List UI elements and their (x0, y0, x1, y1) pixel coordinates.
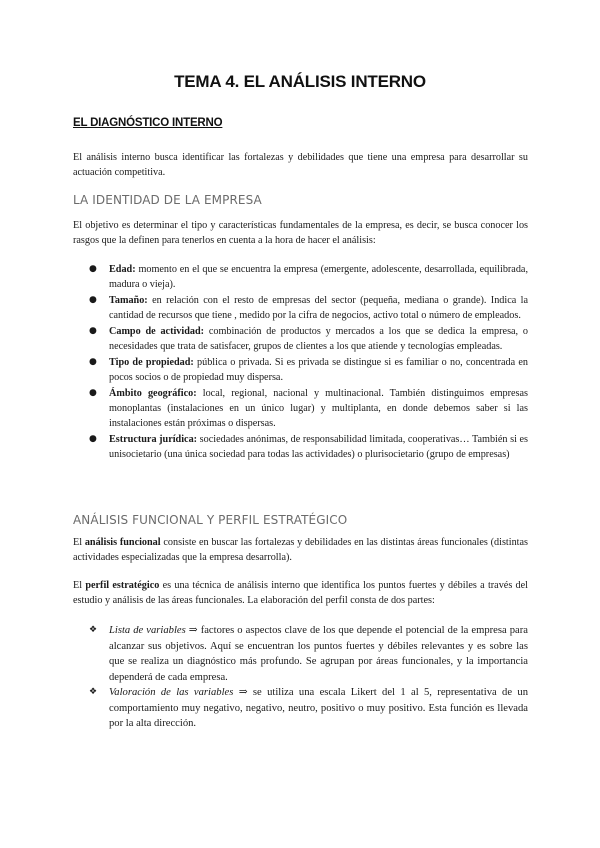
list-item-term: Tipo de propiedad: (109, 357, 194, 368)
page-title: TEMA 4. EL ANÁLISIS INTERNO (174, 72, 426, 91)
list-item-term: Ámbito geográfico: (109, 388, 197, 399)
bullet-icon: ● (89, 434, 97, 444)
list-item-text: local, regional, nacional y multinacional. También distinguimos empresas monoplantas (instalaciones en un único lugar) y multiplanta, en donde debemos saber si las instalaciones están próximas o dispersas. (109, 388, 529, 429)
text-span: consiste en buscar las fortalezas y debilidades en las distintas áreas funcionales (distintas actividades especializadas que la empresa desarrolla). (73, 537, 528, 563)
list-item-term: Tamaño: (109, 295, 148, 306)
list-item-text: en relación con el resto de empresas del sector (pequeña, mediana o grande). Indica la cantidad de recursos que tiene , medido por la cifra de negocios, activo total o número de empleados. (109, 295, 528, 321)
list-item-text: pública o privada. Si es privada se distingue si es familiar o no, concentrada en pocos socios o de propiedad muy dispersa. (109, 357, 529, 383)
list-item-term: Lista de variables ⇒ (109, 625, 198, 636)
list-item-term: Estructura jurídica: (109, 434, 198, 445)
section-heading-diagnostico: EL DIAGNÓSTICO INTERNO (73, 117, 223, 129)
section-heading-identidad: LA IDENTIDAD DE LA EMPRESA (73, 193, 262, 207)
paragraph-identidad-intro: El objetivo es determinar el tipo y características fundamentales de la empresa, es decir, se busca conocer los rasgos que la definen para tenerlos en cuenta a la hora de hacer el análisis: (73, 220, 528, 246)
paragraph-analisis-funcional (73, 535, 528, 565)
perfil-list (73, 623, 528, 732)
bullet-icon: ● (89, 357, 97, 367)
list-item-text: se utiliza una escala Likert del 1 al 5, representativa de un comportamiento muy negativo, negativo, neutro, positivo o muy positivo. Esta función es llevada por la alta dirección. (109, 687, 528, 729)
list-item-text: factores o aspectos clave de los que depende el potencial de la empresa para alcanzar sus objetivos. Aquí se encuentran los puntos fuertes y débiles relevantes y es sobre las que se realiza un diagnóstico más profundo. Se agrupan por áreas funcionales, y la importancia dependerá de cada empresa. (109, 625, 528, 683)
list-item (73, 293, 528, 323)
list-item-term: Valoración de las variables ⇒ (109, 687, 248, 698)
list-item (73, 355, 528, 385)
list-item (73, 685, 528, 732)
list-item (73, 432, 528, 462)
list-item (73, 623, 528, 685)
bullet-icon: ● (89, 264, 97, 274)
diamond-bullet-icon: ❖ (89, 625, 98, 635)
diamond-bullet-icon: ❖ (89, 687, 98, 697)
list-item-text: momento en el que se encuentra la empresa (emergente, adolescente, desarrollada, equilibrada, madura o vieja). (109, 264, 528, 290)
list-item-term: Campo de actividad: (109, 326, 205, 337)
list-item (73, 262, 528, 292)
identidad-list (73, 262, 528, 463)
text-span: El (73, 537, 85, 548)
list-item (73, 324, 528, 354)
term-perfil-estrategico: perfil estratégico (85, 580, 160, 591)
paragraph-diagnostico: El análisis interno busca identificar las fortalezas y debilidades que tiene una empresa para desarrollar su actuación competitiva. (73, 152, 528, 178)
paragraph-perfil-estrategico (73, 578, 528, 608)
text-span: es una técnica de análisis interno que identifica los puntos fuertes y débiles a través del estudio y análisis de las áreas funcionales. La elaboración del perfil consta de dos partes: (73, 580, 529, 606)
bullet-icon: ● (89, 326, 97, 336)
term-analisis-funcional: análisis funcional (84, 537, 161, 548)
section-heading-funcional: ANÁLISIS FUNCIONAL Y PERFIL ESTRATÉGICO (73, 513, 348, 527)
list-item-text: combinación de productos y mercados a los que se dedica la empresa, o necesidades que trata de satisfacer, grupos de clientes a los que atiende y tecnologías empleadas. (109, 326, 528, 352)
text-span: El (73, 580, 86, 591)
bullet-icon: ● (89, 295, 97, 305)
list-item-term: Edad: (109, 264, 136, 275)
bullet-icon: ● (89, 388, 97, 398)
list-item-text: sociedades anónimas, de responsabilidad limitada, cooperativas… También si es unisocietario (una única sociedad para todas las actividades) o plurisocietario (grupo de empresas) (109, 434, 528, 460)
list-item (73, 386, 528, 431)
